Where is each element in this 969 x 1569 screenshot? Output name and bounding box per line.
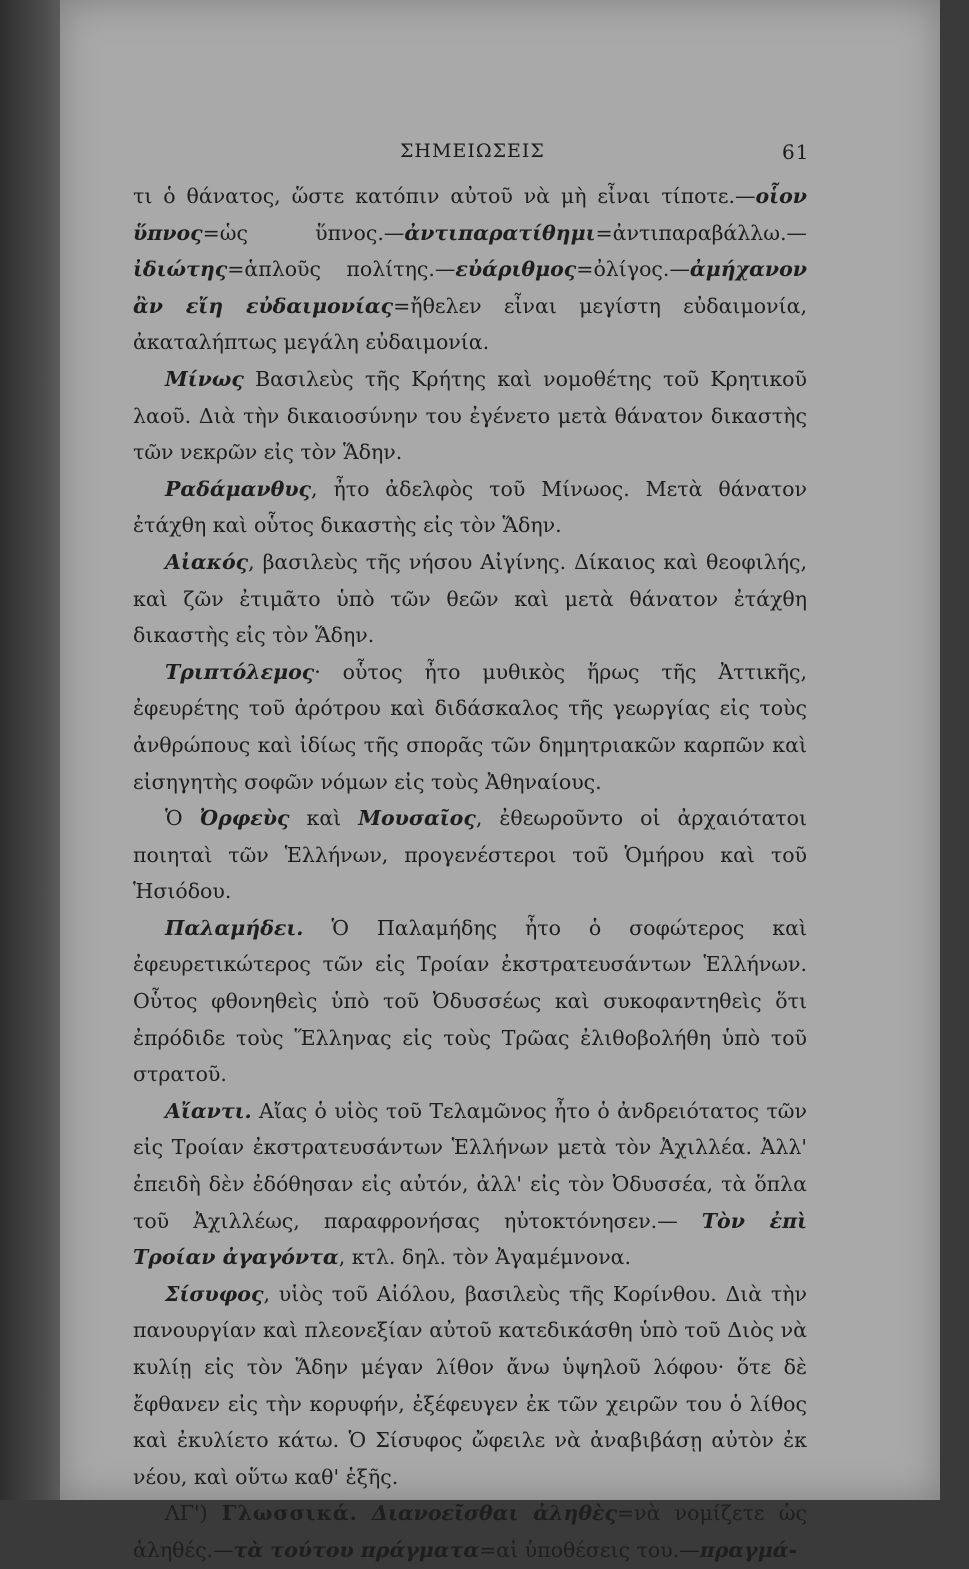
term: οἷον ὕπνος: [133, 184, 807, 245]
term: ἰδιώτης: [133, 257, 228, 282]
section-heading: Γλωσσικά.: [221, 1501, 358, 1526]
page-number: 61: [782, 140, 810, 164]
term: Τριπτόλεμος: [165, 659, 315, 684]
paragraph-thanatos: τι ὁ θάνατος, ὥστε κατόπιν αὐτοῦ νὰ μὴ εἶναι τίποτε.—οἷον ὕπνος=ὡς ὕπνος.—ἀντιπαρατίθημι=ἀντιπαραβάλλω.— ἰδιώτης=ἁπλοῦς πολίτης.—εὐάριθμος=ὀλίγος.—ἀμήχανον ἂν εἴη εὐδαιμονίας=ἤθελεν εἶναι μεγίστη εὐδαιμονία, ἀκαταλήπτως μεγάλη εὐδαιμονία.: [133, 184, 807, 355]
term: Διανοεῖσθαι ἀληθὲς: [372, 1501, 617, 1526]
term: Ὀρφεὺς: [199, 806, 290, 831]
term: τὰ τούτου πράγματα: [233, 1537, 480, 1562]
paragraph-triptolemus: Τριπτόλεμος· οὗτος ἦτο μυθικὸς ἥρως τῆς Ἀττικῆς, ἐφευρέτης τοῦ ἀρότρου καὶ διδάσκαλος τῆς γεωργίας εἰς τοὺς ἀνθρώπους καὶ ἰδίως τῆς σπορᾶς τῶν δημητριακῶν καρπῶν καὶ εἰσηγητὴς σοφῶν νόμων εἰς τοὺς Ἀθηναίους.: [133, 659, 807, 794]
page-header: [60, 140, 940, 170]
term: Τὸν ἐπὶ Τροίαν ἀγαγόντα: [133, 1208, 807, 1270]
term: ἀντιπαρατίθημι: [404, 220, 596, 245]
paragraph-ajax: Αἴαντι. Αἴας ὁ υἱὸς τοῦ Τελαμῶνος ἦτο ὁ ἀνδρειότατος τῶν εἰς Τροίαν ἐκστρατευσάντων Ἑλλήνων μετὰ τὸν Ἀχιλλέα. Ἀλλ' ἐπειδὴ δὲν ἐδόθησαν εἰς αὐτόν, ἀλλ' εἰς τὸν Ὀδυσσέα, τὰ ὅπλα τοῦ Ἀχιλλέως, παραφρονήσας ηὐτοκτόνησεν.— Τὸν ἐπὶ Τροίαν ἀγαγόντα, κτλ. δηλ. τὸν Ἀγαμέμνονα.: [133, 1098, 807, 1270]
term: Μουσαῖος: [358, 806, 476, 831]
term: Παλαμήδει.: [165, 915, 304, 940]
paragraph-aeacus: Αἰακός, βασιλεὺς τῆς νήσου Αἰγίνης. Δίκαιος καὶ θεοφιλής, καὶ ζῶν ἐτιμᾶτο ὑπὸ τῶν θεῶν καὶ μετὰ θάνατον ἐτάχθη δικαστὴς εἰς τὸν Ἅδην.: [133, 549, 807, 648]
term: Ραδάμανθυς: [165, 476, 312, 501]
page-body: [133, 178, 807, 1569]
term: εὐάριθμος: [455, 257, 577, 282]
term: Αἰακός: [165, 549, 249, 574]
term: Σίσυφος: [165, 1281, 264, 1306]
paragraph-sisyphus: Σίσυφος, υἱὸς τοῦ Αἰόλου, βασιλεὺς τῆς Κορίνθου. Διὰ τὴν πανουργίαν καὶ πλεονεξίαν αὐτοῦ κατεδικάσθη ὑπὸ τοῦ Διὸς νὰ κυλίῃ εἰς τὸν Ἅδην μέγαν λίθον ἄνω ὑψηλοῦ λόφου· ὅτε δὲ ἔφθανεν εἰς τὴν κορυφήν, ἐξέφευγεν ἐκ τῶν χειρῶν του ὁ λίθος καὶ ἐκυλίετο κάτω. Ὁ Σίσυφος ὤφειλε νὰ ἀναβιβάσῃ αὐτὸν ἐκ νέου, καὶ οὕτω καθ' ἑξῆς.: [133, 1281, 807, 1489]
paragraph-minos: Μίνως Βασιλεὺς τῆς Κρήτης καὶ νομοθέτης τοῦ Κρητικοῦ λαοῦ. Διὰ τὴν δικαιοσύνην του ἐγένετο μετὰ θάνατον δικαστὴς τῶν νεκρῶν εἰς τὸν Ἅδην.: [133, 366, 807, 465]
term: Αἴαντι.: [165, 1098, 252, 1123]
term: ἀμήχανον ἂν εἴη εὐδαιμονίας: [133, 257, 807, 318]
paragraph-rhadamanthys: Ραδάμανθυς, ἦτο ἀδελφὸς τοῦ Μίνωος. Μετὰ θάνατον ἐτάχθη καὶ οὗτος δικαστὴς εἰς τὸν Ἅδην.: [133, 476, 807, 538]
paragraph-linguistic: ΛΓ') Γλωσσικά. Διανοεῖσθαι ἀληθὲς=νὰ νομίζετε ὡς ἀληθές.—τὰ τούτου πράγματα=αἱ ὑποθέσεις του.—πραγμά-: [133, 1501, 807, 1562]
paragraph-palamedes: Παλαμήδει. Ὁ Παλαμήδης ἦτο ὁ σοφώτερος καὶ ἐφευρετικώτερος τῶν εἰς Τροίαν ἐκστρατευσάντων Ἑλλήνων. Οὗτος φθονηθεὶς ὑπὸ τοῦ Ὀδυσσέως καὶ συκοφαντηθεὶς ὅτι ἐπρόδιδε τοὺς Ἕλληνας εἰς τοὺς Τρῶας ἐλιθοβολήθη ὑπὸ τοῦ στρατοῦ.: [133, 915, 807, 1087]
paragraph-orpheus: Ὁ Ὀρφεὺς καὶ Μουσαῖος, ἐθεωροῦντο οἱ ἀρχαιότατοι ποιηταὶ τῶν Ἑλλήνων, προγενέστεροι τοῦ Ὁμήρου καὶ τοῦ Ἡσιόδου.: [133, 806, 808, 904]
term: Μίνως: [165, 366, 244, 391]
running-title: ΣΗΜΕΙΩΣΕΙΣ: [400, 140, 545, 162]
term: πραγμά-: [699, 1537, 797, 1562]
scan-left-edge: [0, 0, 60, 1500]
